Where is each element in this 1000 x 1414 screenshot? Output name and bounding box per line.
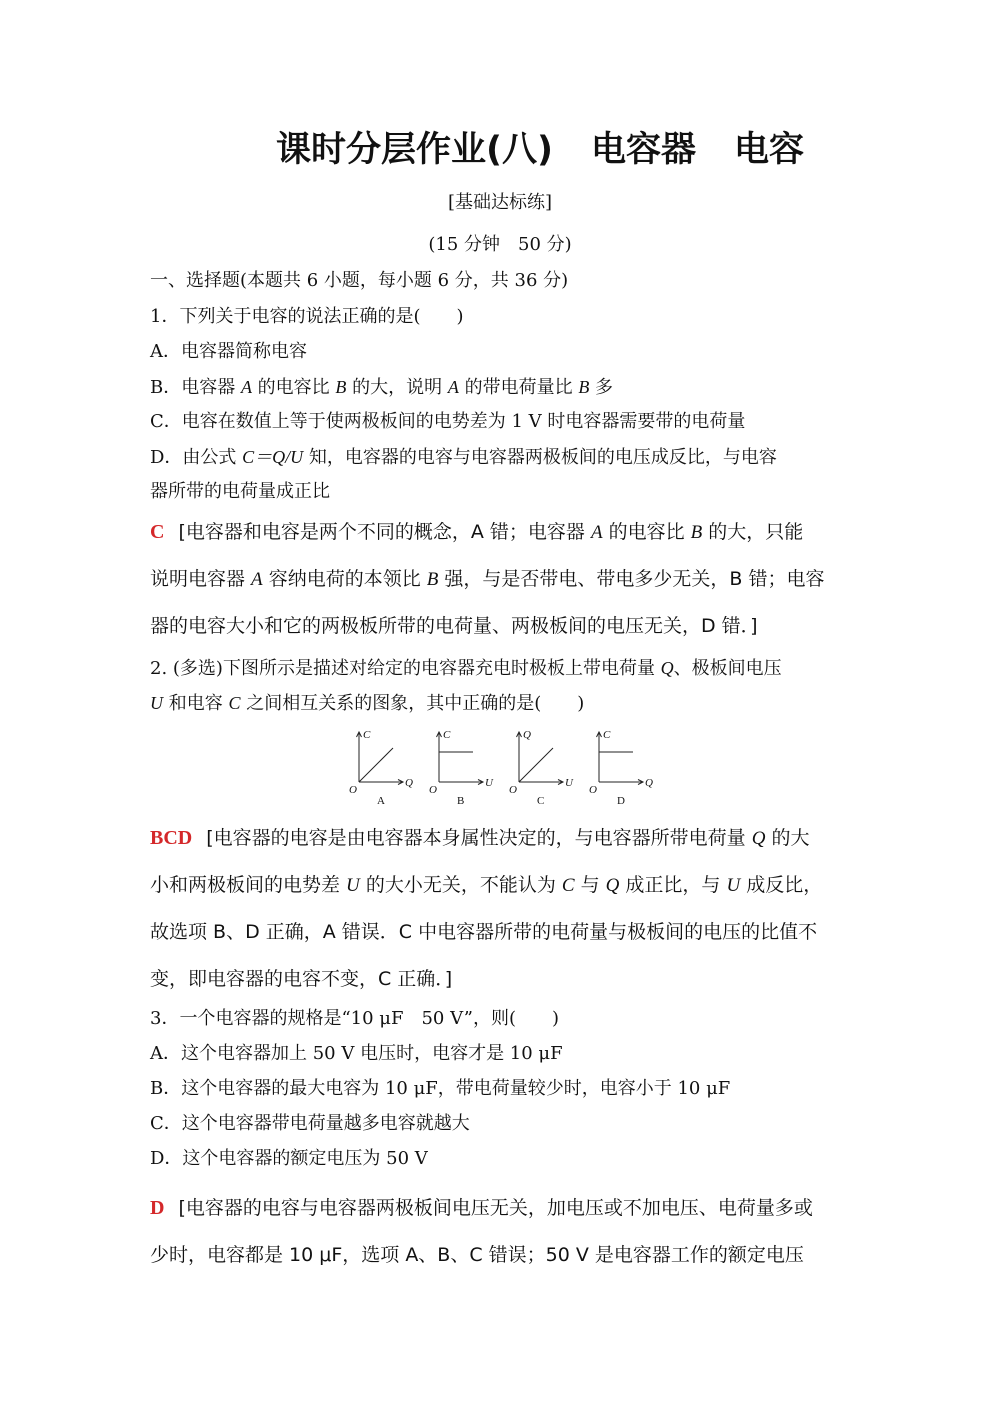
graph-B-caption: B [457,795,465,807]
q2-graph-figure [345,724,655,808]
page-title [0,122,1000,172]
graph-C-line [519,748,553,782]
section-tag: [基础达标练] [447,192,553,213]
q2-explanation-line2: 小和两极板间的电势差 U 的大小无关，不能认为 C 与 Q 成正比，与 U 成反比， [150,874,823,896]
graph-B-x-label: U [485,777,493,789]
title-part-2: 电容器 [590,130,696,170]
graph-B-y-label: C [443,729,451,741]
time-limit: (15 分钟 50 分) [428,234,572,255]
q1-explanation-line3: 器的电容大小和它的两极板所带的电荷量、两极板间的电压无关，D 错．] [150,615,758,637]
q3-option-b: B．这个电容器的最大电容为 10 μF，带电荷量较少时，电容小于 10 μF [150,1078,731,1099]
graph-B-origin-label: O [429,784,437,796]
q1-answer-key: C [150,521,165,543]
graph-D-x-label: Q [645,777,653,789]
graph-A-y-label: C [363,729,371,741]
graph-D-origin-label: O [589,784,597,796]
q1-explanation-line1: C [电容器和电容是两个不同的概念，A 错；电容器 A 的电容比 B 的大，只能 [150,521,804,543]
q2-stem-line2: U 和电容 C 之间相互关系的图象，其中正确的是( ) [150,693,585,714]
q1-explanation-line2: 说明电容器 A 容纳电荷的本领比 B 强，与是否带电、带电多少无关，B 错；电容 [150,568,825,590]
q3-option-c: C．这个电容器带电荷量越多电容就越大 [150,1113,470,1134]
q1-stem: 1．下列关于电容的说法正确的是( ) [150,306,464,327]
q2-answer-key: BCD [150,827,193,849]
graph-A-x-label: Q [405,777,413,789]
graph-A-origin-label: O [349,784,357,796]
q1-option-c: C．电容在数值上等于使两极板间的电势差为 1 V 时电容器需要带的电荷量 [150,411,746,432]
q3-explanation-line2: 少时，电容都是 10 μF，选项 A、B、C 错误；50 V 是电容器工作的额定电压 [150,1244,804,1266]
graph-D-y-label: C [603,729,611,741]
q2-stem-line1: 2. (多选)下图所示是描述对给定的电容器充电时极板上带电荷量 Q、极板间电压 [150,658,782,679]
q1-option-a: A．电容器简称电容 [150,341,307,362]
q3-option-a: A．这个电容器加上 50 V 电压时，电容才是 10 μF [150,1043,563,1064]
graph-A-line [359,748,393,782]
q1-option-d: D．由公式 C＝Q/U 知，电容器的电容与电容器两极板间的电压成反比，与电容 [150,447,777,468]
graph-C-origin-label: O [509,784,517,796]
q3-option-d: D．这个电容器的额定电压为 50 V [150,1148,428,1169]
q2-graph-svg [345,724,655,808]
graph-A-caption: A [377,795,385,807]
graph-C-y-label: Q [523,729,531,741]
q1-option-b: B．电容器 A 的电容比 B 的大，说明 A 的带电荷量比 B 多 [150,377,614,398]
title-part-3: 电容 [734,130,805,170]
q2-explanation-line3: 故选项 B、D 正确，A 错误．C 中电容器所带的电荷量与极板间的电压的比值不 [150,921,818,943]
title-part-1: 课时分层作业(八) [275,130,553,170]
q2-explanation-line1: BCD [电容器的电容是由电容器本身属性决定的，与电容器所带电荷量 Q 的大 [150,827,810,849]
graph-D-caption: D [617,795,625,807]
graph-C-caption: C [537,795,545,807]
graph-C-x-label: U [565,777,573,789]
q3-answer-key: D [150,1197,165,1219]
q3-stem: 3．一个电容器的规格是“10 μF 50 V”，则( ) [150,1008,559,1029]
q3-explanation-line1: D [电容器的电容与电容器两极板间电压无关，加电压或不加电压、电荷量多或 [150,1197,813,1219]
q2-explanation-line4: 变，即电容器的电容不变，C 正确．] [150,968,453,990]
section1-header: 一、选择题(本题共 6 小题，每小题 6 分，共 36 分) [150,270,569,291]
q1-option-d-cont: 器所带的电荷量成正比 [150,481,330,502]
